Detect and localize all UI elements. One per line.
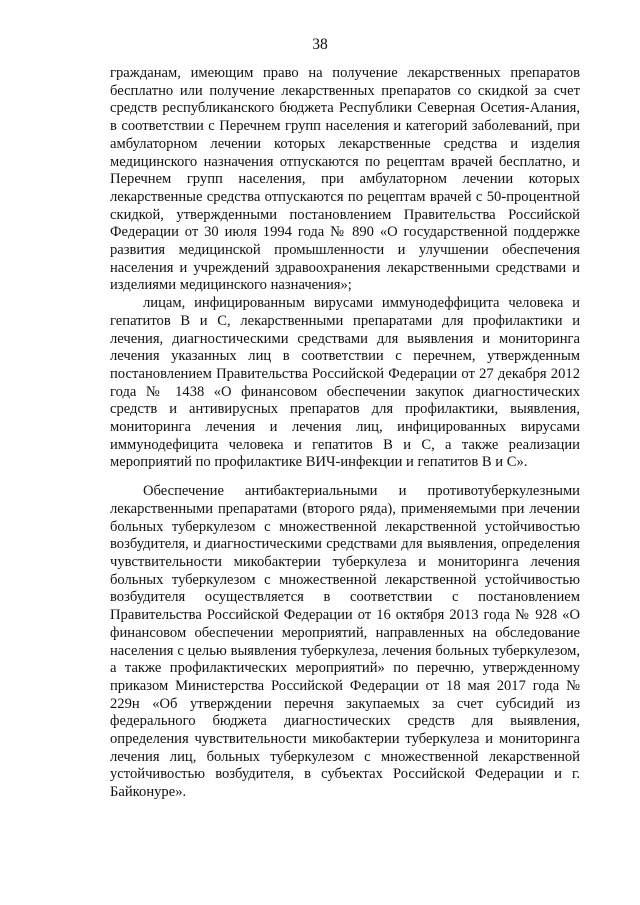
document-body: [110, 65, 580, 802]
paragraph-citizens-benefits: гражданам, имеющим право на получение лекарственных препаратов бесплатно или получение лекарственных препаратов со скидкой за счет средств республиканского бюджета Республики Северная Осетия-Алания, в соответствии с Перечнем групп населения и категорий заболеваний, при амбулаторном лечении которых лекарственные средства и изделия медицинского назначения отпускаются по рецептам врачей бесплатно, и Перечнем групп населения, при амбулаторном лечении которых лекарственные средства отпускаются по рецептам врачей с 50-процентной скидкой, утвержденными постановлением Правительства Российской Федерации от 30 июля 1994 года № 890 «О государственной поддержке развития медицинской промышленности и улучшении обеспечения населения и учреждений здравоохранения лекарственными средствами и изделиями медицинского назначения»;: [110, 65, 580, 294]
paragraph-hiv-hepatitis: лицам, инфицированным вирусами иммунодеффицита человека и гепатитов B и C, лекарственными препаратами для профилактики и лечения, диагностическими средствами для выявления и мониторинга лечения указанных лиц в соответствии с перечнем, утвержденным постановлением Правительства Российской Федерации от 27 декабря 2012 года № 1438 «О финансовом обеспечении закупок диагностических средств и антивирусных препаратов для профилактики, выявления, мониторинга лечения и лечения лиц, инфицированных вирусами иммунодефицита человека и гепатитов B и C, а также реализации мероприятий по профилактике ВИЧ-инфекции и гепатитов B и C».: [110, 295, 580, 471]
paragraph-tuberculosis-provision: Обеспечение антибактериальными и противотуберкулезными лекарственными препаратами (второго ряда), применяемыми при лечении больных туберкулезом с множественной лекарственной устойчивостью возбудителя, и диагностическими средствами для выявления, определения чувствительности микобактерии туберкулеза и мониторинга лечения больных туберкулезом с множественной лекарственной устойчивостью возбудителя осуществляется в соответствии с постановлением Правительства Российской Федерации от 16 октября 2013 года № 928 «О финансовом обеспечении мероприятий, направленных на обследование населения с целью выявления туберкулеза, лечения больных туберкулезом, а также профилактических мероприятий» по перечню, утвержденному приказом Министерства Российской Федерации от 18 мая 2017 года № 229н «Об утверждении перечня закупаемых за счет субсидий из федерального бюджета диагностических средств для выявления, определения чувствительности микобактерии туберкулеза и мониторинга лечения лиц, больных туберкулезом с множественной лекарственной устойчивостью возбудителя, в субъектах Российской Федерации и г. Байконуре».: [110, 483, 580, 801]
page-number: 38: [312, 36, 328, 53]
